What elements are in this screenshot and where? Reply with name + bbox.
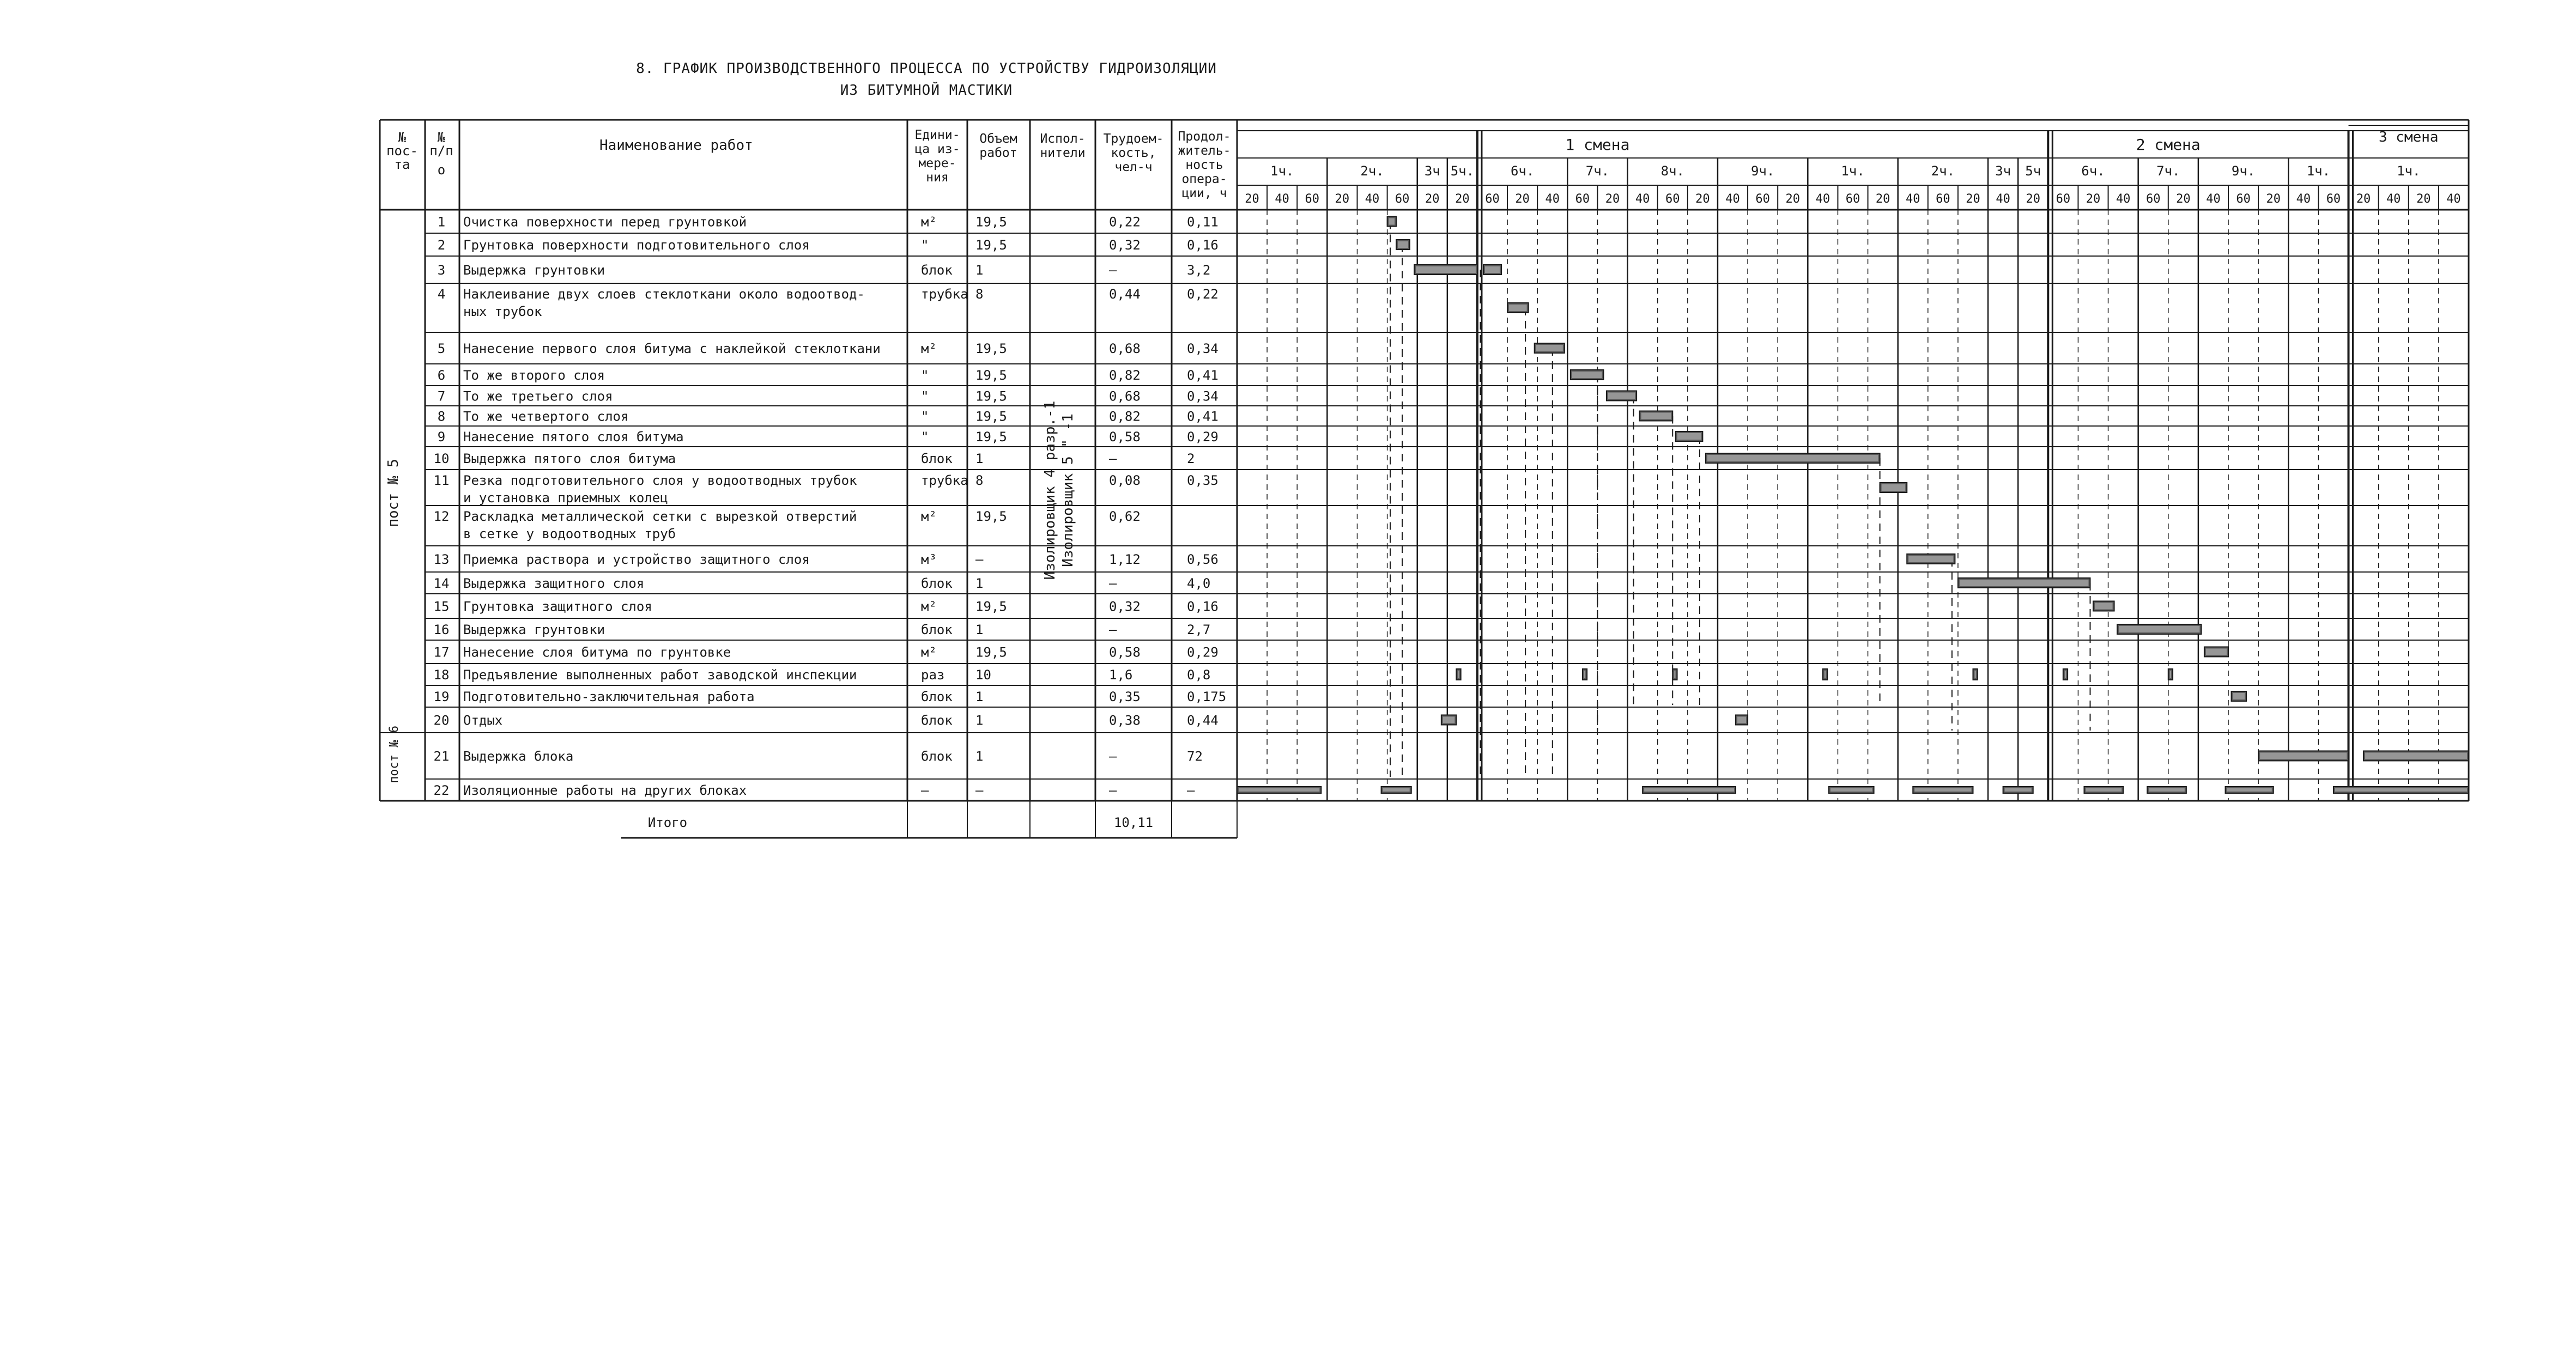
volume-value: –: [975, 552, 984, 567]
work-name: Выдержка грунтовки: [463, 263, 605, 278]
minute-tick: 40: [1275, 192, 1289, 206]
work-name: То же второго слоя: [463, 368, 605, 383]
volume-value: 1: [975, 576, 984, 591]
schedule-bar-hatch: [2170, 671, 2171, 678]
schedule-bar-hatch: [1485, 266, 1500, 273]
minute-tick: 20: [1875, 192, 1890, 206]
post-no-header: та: [394, 157, 410, 172]
minute-tick: 40: [1545, 192, 1560, 206]
hour-label: 7ч.: [1585, 163, 1610, 179]
work-name: и установка приемных колец: [463, 490, 668, 506]
labor-value: 0,35: [1109, 689, 1141, 704]
labor-header: чел-ч: [1114, 160, 1153, 174]
row-number: 3: [437, 263, 446, 278]
shift-label-3: 3 смена: [2378, 129, 2439, 145]
duration-value: –: [1187, 783, 1195, 798]
unit-value: ": [921, 238, 929, 253]
volume-value: 1: [975, 749, 984, 764]
total-label: Итого: [647, 815, 688, 830]
minute-tick: 60: [2145, 192, 2161, 206]
minute-tick: 20: [1605, 192, 1620, 206]
duration-value: 0,41: [1187, 409, 1219, 424]
work-name: Грунтовка защитного слоя: [463, 599, 652, 614]
schedule-bar-hatch: [1882, 484, 1906, 491]
schedule-bar-hatch: [1644, 788, 1734, 792]
minute-tick: 20: [1515, 192, 1530, 206]
post-5-label: пост № 5: [385, 459, 402, 527]
minute-tick: 60: [2236, 192, 2251, 206]
labor-value: 0,68: [1109, 341, 1141, 356]
unit-value: –: [921, 783, 929, 798]
minute-tick: 40: [1635, 192, 1650, 206]
labor-value: 0,68: [1109, 388, 1141, 404]
unit-value: м²: [921, 644, 937, 660]
hour-label: 7ч.: [2156, 163, 2180, 179]
unit-value: ": [921, 409, 929, 424]
duration-value: 0,16: [1187, 599, 1219, 614]
labor-value: –: [1109, 451, 1117, 466]
executors-header: Испол-: [1040, 132, 1086, 146]
work-name: Подготовительно-заключительная работа: [463, 689, 755, 704]
unit-header: ца из-: [914, 142, 960, 156]
duration-value: 0,34: [1187, 341, 1219, 356]
post-6-label: пост № 6: [387, 726, 401, 783]
volume-value: 8: [975, 473, 984, 488]
duration-value: 72: [1187, 749, 1203, 764]
executor-1: Изолировщик 4 разр.-1: [1042, 400, 1058, 580]
labor-value: –: [1109, 749, 1117, 764]
unit-value: раз: [921, 667, 945, 683]
row-number: 11: [433, 473, 450, 488]
minute-tick: 20: [1695, 192, 1710, 206]
duration-value: 0,29: [1187, 429, 1219, 445]
volume-value: 1: [975, 622, 984, 637]
hour-label: 1ч.: [2306, 163, 2331, 179]
hour-label: 9ч.: [1750, 163, 1775, 179]
row-number: 10: [433, 451, 450, 466]
unit-value: блок: [921, 576, 953, 591]
duration-value: 3,2: [1187, 263, 1211, 278]
volume-value: 1: [975, 689, 984, 704]
minute-tick: 60: [1665, 192, 1680, 206]
row-number: 6: [437, 368, 446, 383]
duration-header: ность: [1185, 158, 1223, 172]
work-name: То же третьего слоя: [463, 388, 613, 404]
duration-value: 0,175: [1187, 689, 1227, 704]
row-number: 18: [433, 667, 450, 683]
minute-tick: 40: [1996, 192, 2010, 206]
minute-tick: 40: [2116, 192, 2131, 206]
volume-value: 19,5: [975, 214, 1007, 230]
work-name: Выдержка пятого слоя битума: [463, 451, 676, 466]
hour-label: 3ч: [1995, 163, 2011, 179]
schedule-bar-hatch: [1641, 413, 1671, 419]
labor-value: 0,08: [1109, 473, 1141, 488]
schedule-bar-hatch: [1584, 671, 1585, 678]
hour-label: 6ч.: [2081, 163, 2105, 179]
duration-value: 2,7: [1187, 622, 1211, 637]
labor-value: 0,44: [1109, 287, 1141, 302]
minute-tick: 40: [2206, 192, 2221, 206]
minute-tick: 20: [2356, 192, 2371, 206]
hour-label: 1ч.: [2397, 163, 2421, 179]
row-number: 16: [433, 622, 450, 637]
work-name: Предъявление выполненных работ заводской инспекции: [463, 667, 857, 683]
duration-header: опера-: [1181, 172, 1227, 186]
volume-value: 19,5: [975, 238, 1007, 253]
unit-value: блок: [921, 749, 953, 764]
volume-value: 8: [975, 287, 984, 302]
row-number: 20: [433, 713, 450, 728]
unit-header: Едини-: [914, 128, 960, 142]
minute-tick: 60: [1755, 192, 1770, 206]
schedule-bar-hatch: [2086, 788, 2122, 792]
schedule-bar-hatch: [2233, 693, 2245, 699]
minute-tick: 20: [1245, 192, 1259, 206]
minute-tick: 60: [1845, 192, 1860, 206]
labor-header: Трудоем-: [1103, 132, 1164, 146]
labor-value: –: [1109, 622, 1117, 637]
minute-tick: 40: [1365, 192, 1380, 206]
minute-tick: 60: [2056, 192, 2071, 206]
row-number: 19: [433, 689, 450, 704]
schedule-bar-hatch: [1536, 345, 1563, 351]
row-number: 7: [437, 388, 446, 404]
volume-value: 1: [975, 713, 984, 728]
volume-value: 19,5: [975, 599, 1007, 614]
duration-value: 0,34: [1187, 388, 1219, 404]
schedule-bar-hatch: [1825, 671, 1826, 678]
row-number: 5: [437, 341, 446, 356]
schedule-bar-hatch: [2095, 603, 2113, 610]
minute-tick: 20: [1455, 192, 1470, 206]
unit-header: ния: [926, 171, 949, 185]
labor-value: 0,58: [1109, 429, 1141, 445]
labor-value: 0,58: [1109, 644, 1141, 660]
schedule-bar-hatch: [2335, 788, 2467, 792]
minute-tick: 60: [2326, 192, 2341, 206]
executor-2: Изолировщик 5 " -1: [1060, 413, 1076, 567]
minute-tick: 20: [1785, 192, 1801, 206]
schedule-bar-hatch: [2206, 649, 2227, 655]
row-number: 4: [437, 287, 446, 302]
shift-label-2: 2 смена: [2136, 136, 2201, 154]
work-name: в сетке у водоотводных труб: [463, 526, 676, 541]
work-name: Приемка раствора и устройство защитного слоя: [463, 552, 810, 567]
unit-value: трубка: [921, 473, 968, 488]
row-number: 9: [437, 429, 446, 445]
row-number: 12: [433, 509, 450, 524]
labor-value: –: [1109, 263, 1117, 278]
duration-value: 0,16: [1187, 238, 1219, 253]
schedule-bar-hatch: [2119, 626, 2199, 632]
volume-value: 10: [975, 667, 991, 683]
schedule-bar-hatch: [2227, 788, 2272, 792]
labor-value: –: [1109, 783, 1117, 798]
labor-header: кость,: [1111, 146, 1156, 160]
hour-label: 5ч.: [1450, 163, 1475, 179]
executors-header: нители: [1040, 146, 1086, 160]
hour-label: 3ч: [1424, 163, 1440, 179]
schedule-bar-hatch: [2065, 671, 2066, 678]
schedule-bar-hatch: [1509, 305, 1527, 311]
work-name: ных трубок: [463, 304, 542, 319]
minute-tick: 20: [1335, 192, 1350, 206]
volume-value: 19,5: [975, 429, 1007, 445]
work-name: Выдержка блока: [463, 749, 574, 764]
hour-label: 6ч.: [1510, 163, 1535, 179]
minute-tick: 20: [2416, 192, 2431, 206]
labor-value: 0,62: [1109, 509, 1141, 524]
minute-tick: 20: [2026, 192, 2040, 206]
duration-header: ции, ч: [1181, 186, 1227, 200]
labor-value: 0,32: [1109, 599, 1141, 614]
duration-value: 0,29: [1187, 644, 1219, 660]
work-name: Нанесение первого слоя битума с наклейкой стеклоткани: [463, 341, 881, 356]
unit-value: ": [921, 429, 929, 445]
work-name: Изоляционные работы на других блоках: [463, 783, 747, 798]
unit-header: мере-: [918, 156, 956, 171]
minute-tick: 20: [1966, 192, 1980, 206]
schedule-bar-hatch: [1608, 393, 1635, 399]
minute-tick: 40: [2386, 192, 2401, 206]
labor-value: 0,38: [1109, 713, 1141, 728]
schedule-bar-hatch: [1416, 266, 1476, 273]
unit-value: м²: [921, 341, 937, 356]
labor-value: 0,22: [1109, 214, 1141, 230]
schedule-bar-hatch: [1443, 717, 1455, 723]
row-number: 1: [437, 214, 446, 230]
post-no-header: №: [398, 130, 407, 145]
volume-value: 19,5: [975, 368, 1007, 383]
work-name: Отдых: [463, 713, 503, 728]
hour-label: 1ч.: [1841, 163, 1865, 179]
minute-tick: 20: [1425, 192, 1440, 206]
schedule-bar-hatch: [1389, 218, 1395, 225]
unit-value: блок: [921, 713, 953, 728]
volume-value: 1: [975, 263, 984, 278]
work-name: Раскладка металлической сетки с вырезкой отверстий: [463, 509, 857, 524]
work-name: Наклеивание двух слоев стеклоткани около водоотвод-: [463, 287, 865, 302]
schedule-bar-hatch: [1572, 372, 1602, 378]
row-number: 21: [433, 749, 450, 764]
unit-value: блок: [921, 451, 953, 466]
duration-value: 0,56: [1187, 552, 1219, 567]
duration-value: 2: [1187, 451, 1195, 466]
volume-value: –: [975, 783, 984, 798]
volume-value: 19,5: [975, 341, 1007, 356]
row-number: 13: [433, 552, 450, 567]
volume-value: 19,5: [975, 409, 1007, 424]
total-labor: 10,11: [1113, 815, 1154, 830]
work-name-header: Наименование работ: [599, 137, 753, 154]
row-no-header: №: [437, 130, 446, 145]
duration-header: Продол-: [1178, 130, 1231, 144]
row-number: 2: [437, 238, 446, 253]
unit-value: ": [921, 368, 929, 383]
minute-tick: 60: [1485, 192, 1500, 206]
row-number: 17: [433, 644, 450, 660]
row-no-header: о: [437, 162, 446, 178]
schedule-bar-hatch: [1398, 241, 1408, 248]
schedule-bar-hatch: [1458, 671, 1459, 678]
minute-tick: 40: [1725, 192, 1740, 206]
minute-tick: 40: [1815, 192, 1831, 206]
minute-tick: 40: [2446, 192, 2461, 206]
schedule-bar-hatch: [1383, 788, 1410, 792]
minute-tick: 20: [2266, 192, 2281, 206]
volume-header: Объем: [979, 132, 1017, 146]
hour-label: 1ч.: [1270, 163, 1294, 179]
schedule-bar-hatch: [1831, 788, 1872, 792]
work-name: Очистка поверхности перед грунтовкой: [463, 214, 747, 230]
duration-value: 0,35: [1187, 473, 1219, 488]
schedule-bar-hatch: [2005, 788, 2032, 792]
document-title: 8. ГРАФИК ПРОИЗВОДСТВЕННОГО ПРОЦЕССА ПО УСТРОЙСТВУ ГИДРОИЗОЛЯЦИИ: [636, 60, 1217, 77]
row-number: 15: [433, 599, 450, 614]
volume-value: 19,5: [975, 509, 1007, 524]
work-name: Нанесение пятого слоя битума: [463, 429, 684, 445]
schedule-bar-hatch: [1914, 788, 1971, 792]
schedule-bar-hatch: [1960, 580, 2089, 586]
work-name: Выдержка грунтовки: [463, 622, 605, 637]
row-number: 14: [433, 576, 450, 591]
duration-value: 0,44: [1187, 713, 1219, 728]
unit-value: м²: [921, 599, 937, 614]
minute-tick: 60: [1936, 192, 1950, 206]
minute-tick: 40: [2296, 192, 2311, 206]
schedule-bar-hatch: [1908, 556, 1953, 562]
volume-value: 19,5: [975, 644, 1007, 660]
work-name: То же четвертого слоя: [463, 409, 629, 424]
unit-value: ": [921, 388, 929, 404]
duration-value: 4,0: [1187, 576, 1211, 591]
schedule-bar-hatch: [1239, 788, 1319, 792]
post-no-header: пос-: [386, 143, 418, 159]
work-name: Грунтовка поверхности подготовительного слоя: [463, 238, 810, 253]
labor-value: –: [1109, 576, 1117, 591]
hour-label: 2ч.: [1931, 163, 1955, 179]
schedule-bar-hatch: [1737, 717, 1746, 723]
volume-header: работ: [979, 146, 1017, 160]
minute-tick: 60: [1395, 192, 1410, 206]
schedule-bar-hatch: [2260, 753, 2347, 759]
unit-value: м³: [921, 552, 937, 567]
minute-tick: 60: [1575, 192, 1590, 206]
minute-tick: 20: [2086, 192, 2101, 206]
unit-value: м²: [921, 509, 937, 524]
schedule-bar-hatch: [2149, 788, 2185, 792]
duration-value: 0,8: [1187, 667, 1211, 683]
hour-label: 2ч.: [1360, 163, 1384, 179]
minute-tick: 20: [2176, 192, 2191, 206]
document-subtitle: ИЗ БИТУМНОЙ МАСТИКИ: [840, 82, 1013, 99]
unit-value: блок: [921, 622, 953, 637]
schedule-bar-hatch: [1674, 671, 1675, 678]
schedule-bar-hatch: [1677, 433, 1701, 440]
row-number: 22: [433, 783, 450, 798]
labor-value: 0,82: [1109, 368, 1141, 383]
work-name: Резка подготовительного слоя у водоотводных трубок: [463, 473, 857, 488]
duration-value: 0,22: [1187, 287, 1219, 302]
schedule-bar-hatch: [1974, 671, 1975, 678]
shift-label-1: 1 смена: [1565, 136, 1630, 154]
labor-value: 1,12: [1109, 552, 1141, 567]
minute-tick: 60: [1305, 192, 1320, 206]
hour-label: 5ч: [2025, 163, 2041, 179]
row-number: 8: [437, 409, 446, 424]
duration-value: 0,41: [1187, 368, 1219, 383]
unit-value: блок: [921, 263, 953, 278]
duration-header: житель-: [1178, 144, 1231, 158]
work-name: Выдержка защитного слоя: [463, 576, 645, 591]
duration-value: 0,11: [1187, 214, 1219, 230]
unit-value: м²: [921, 214, 937, 230]
volume-value: 1: [975, 451, 984, 466]
schedule-bar-hatch: [1707, 455, 1878, 461]
labor-value: 1,6: [1109, 667, 1133, 683]
work-name: Нанесение слоя битума по грунтовке: [463, 644, 731, 660]
volume-value: 19,5: [975, 388, 1007, 404]
hour-label: 9ч.: [2231, 163, 2256, 179]
minute-tick: 40: [1905, 192, 1920, 206]
unit-value: трубка: [921, 287, 968, 302]
labor-value: 0,32: [1109, 238, 1141, 253]
labor-value: 0,82: [1109, 409, 1141, 424]
unit-value: блок: [921, 689, 953, 704]
row-no-header: п/п: [429, 143, 453, 159]
hour-label: 8ч.: [1660, 163, 1684, 179]
schedule-bar-hatch: [2365, 753, 2467, 759]
